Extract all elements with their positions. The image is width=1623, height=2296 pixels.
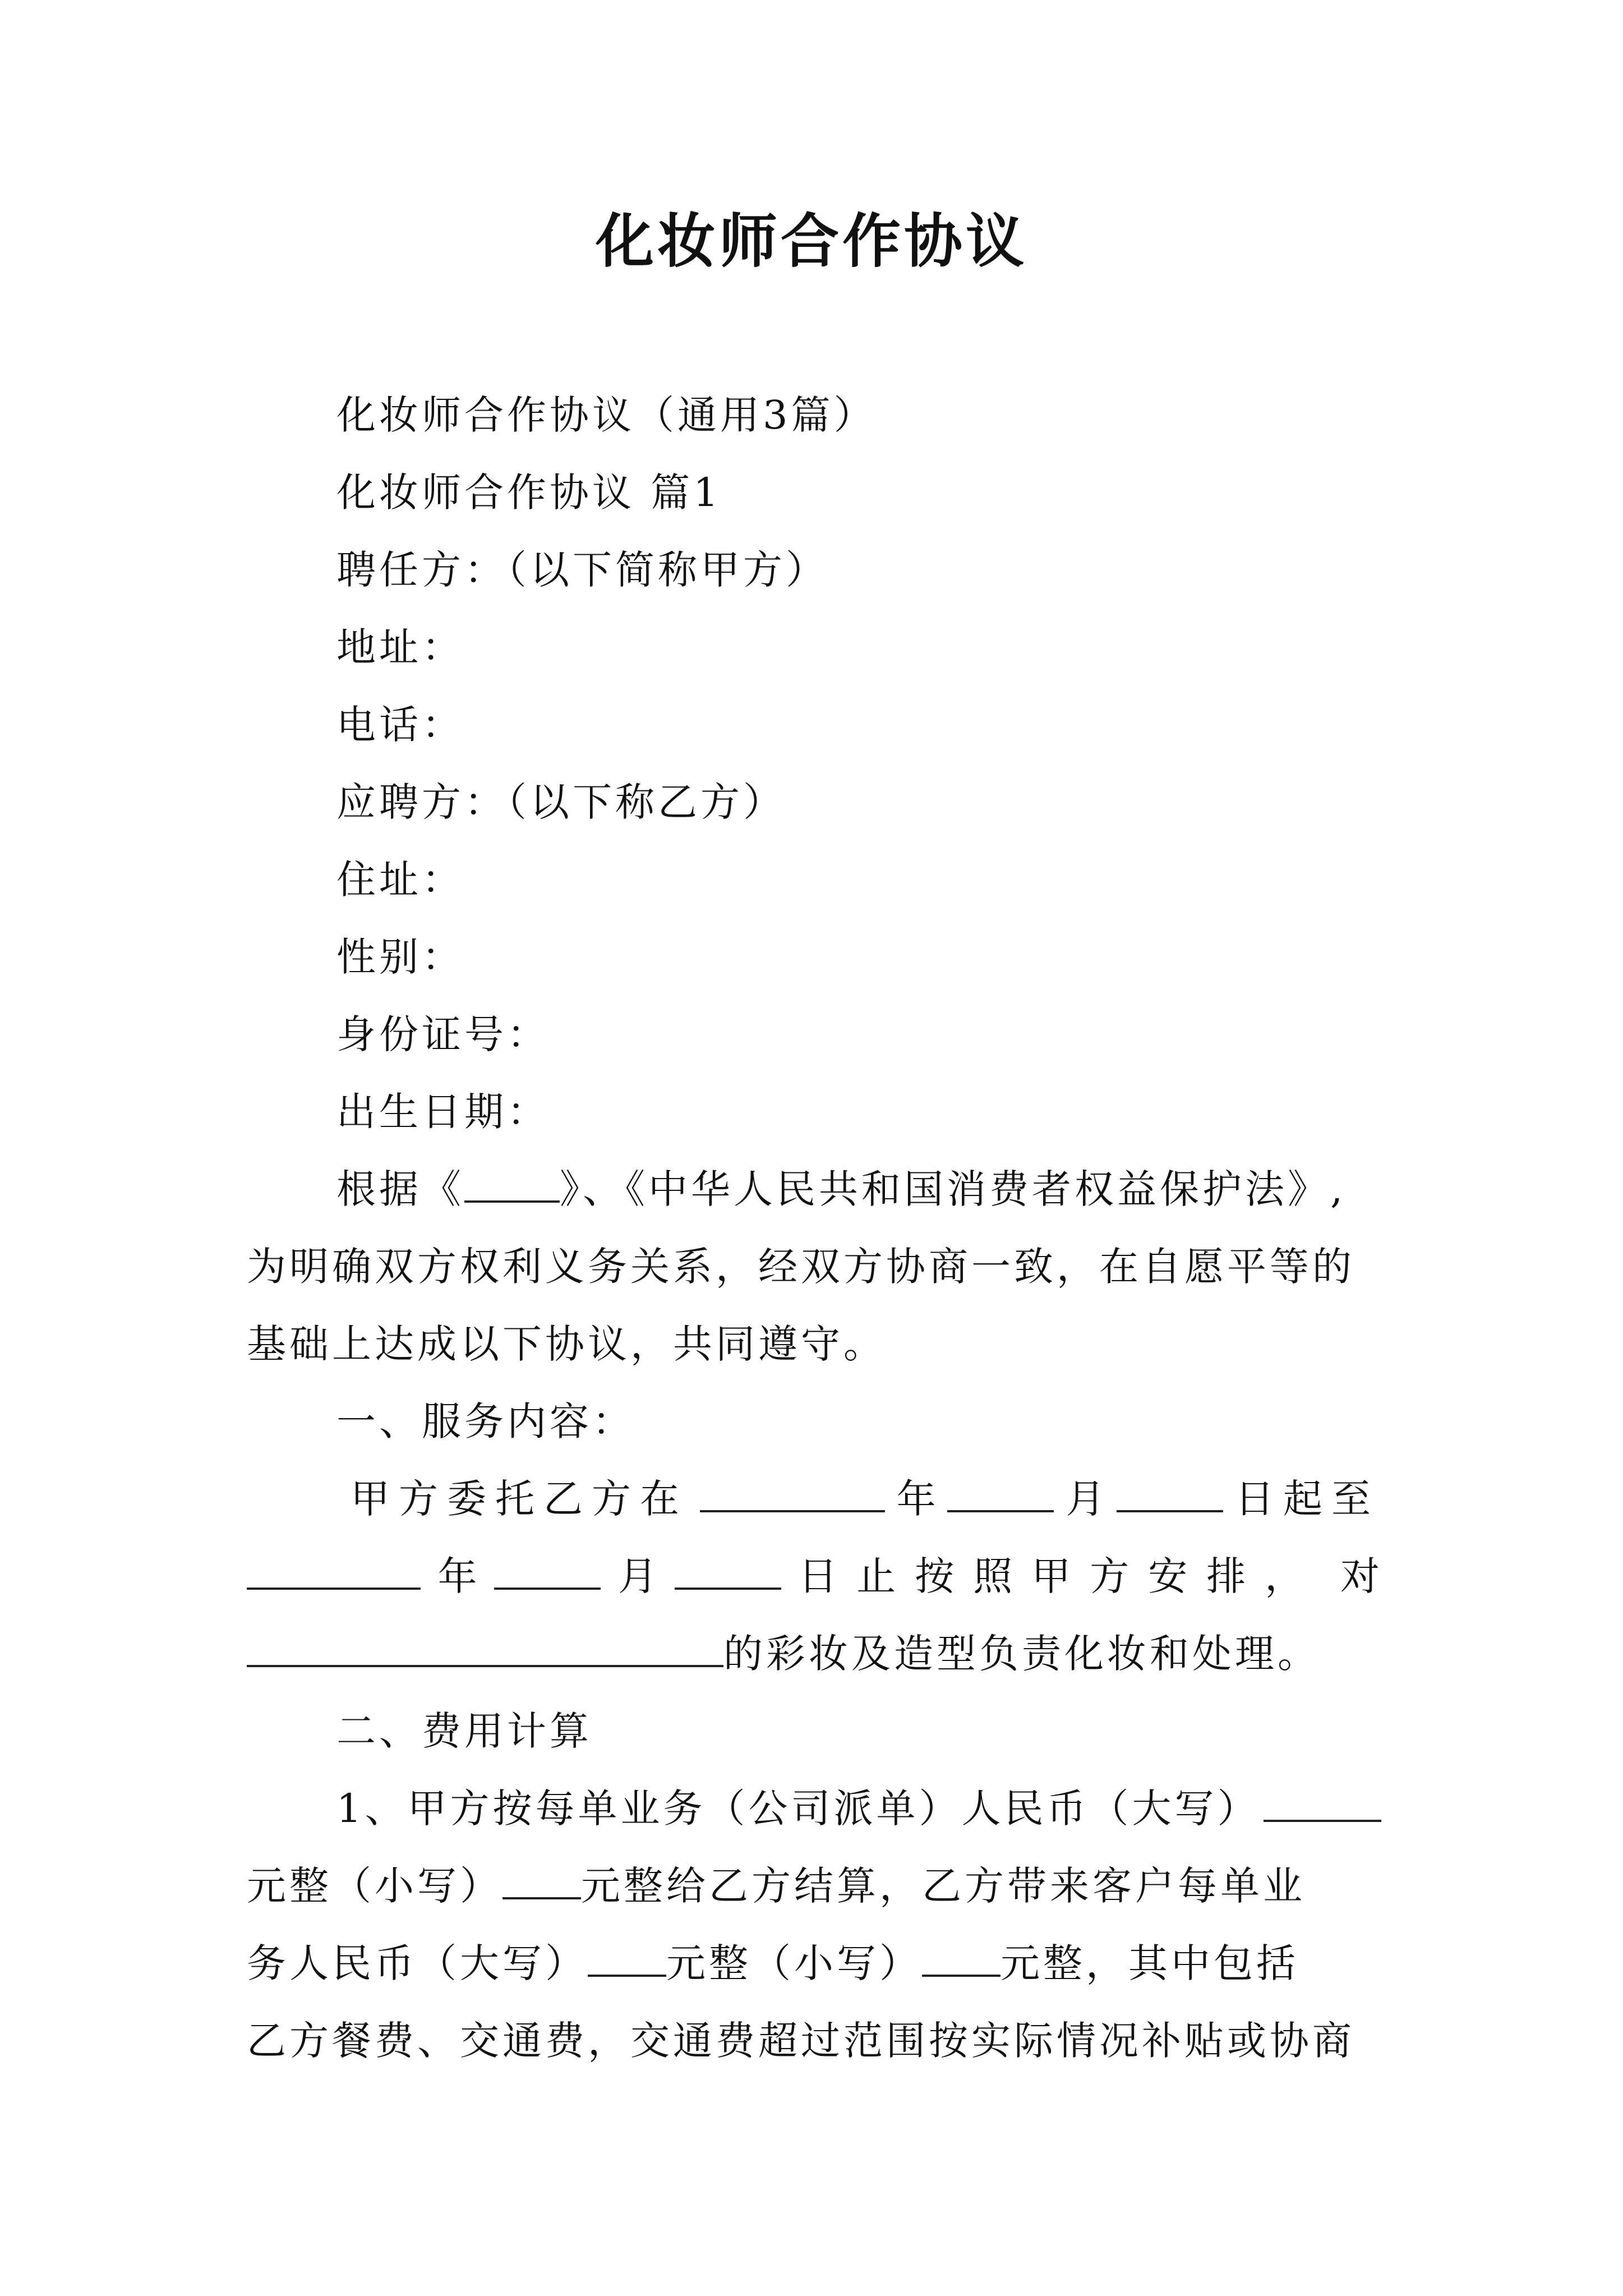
clause-1-line-3 (247, 1626, 1320, 1682)
clause-1-end-day: 日止按照甲方安排， (798, 1553, 1324, 1599)
start-month-blank (947, 1471, 1054, 1512)
clause-1-end-word: 对 (1340, 1553, 1380, 1599)
law-name-blank (464, 1161, 560, 1203)
clause-2-heading: 二、费用计算 (336, 1708, 592, 1754)
clause-2-line-4: 乙方餐费、交通费，交通费超过范围按实际情况补贴或协商 (247, 2018, 1355, 2064)
clause-1-text-a: 甲方委托乙方在 (351, 1476, 688, 1522)
clause-2-text-1: 1、甲方按每单业务（公司派单）人民币（大写） (336, 1786, 1260, 1832)
clause-2-text-3c: 元整，其中包括 (1000, 1940, 1299, 1986)
clause-1-year: 年 (896, 1476, 936, 1522)
end-day-blank (675, 1548, 781, 1590)
clause-2-line-1 (336, 1780, 1381, 1837)
client-name-blank (247, 1626, 723, 1667)
start-day-blank (1117, 1471, 1223, 1512)
phone-label: 电话： (336, 702, 464, 748)
client-fee-uppercase-blank (588, 1935, 666, 1977)
preamble-suffix: 》、《中华人民共和国消费者权益保护法》, (560, 1166, 1347, 1212)
address-label: 地址： (336, 624, 464, 670)
clause-1-line-1 (351, 1471, 1380, 1527)
employer-label: 聘任方：（以下简称甲方） (336, 547, 828, 593)
clause-2-text-2a: 元整（小写） (247, 1863, 502, 1909)
residence-label: 住址： (336, 857, 464, 903)
start-year-blank (700, 1471, 885, 1512)
clause-1-line-2 (247, 1548, 1380, 1604)
clause-2-text-2b: 元整给乙方结算，乙方带来客户每单业 (581, 1863, 1306, 1909)
gender-label: 性别： (336, 934, 464, 980)
end-month-blank (494, 1548, 601, 1590)
clause-1-end-month: 月 (617, 1553, 657, 1599)
clause-1-service-text: 的彩妆及造型负责化妆和处理。 (723, 1631, 1320, 1677)
clause-2-text-3b: 元整（小写） (666, 1940, 922, 1986)
preamble-line-2: 为明确双方权利义务关系，经双方协商一致，在自愿平等的 (247, 1244, 1355, 1290)
id-number-label: 身份证号： (336, 1011, 550, 1057)
clause-2-text-3a: 务人民币（大写） (247, 1940, 588, 1986)
clause-1-month: 月 (1066, 1476, 1105, 1522)
preamble-line-1 (336, 1161, 1346, 1217)
preamble-prefix: 根据《 (336, 1166, 464, 1212)
fee-uppercase-blank (1264, 1780, 1381, 1822)
document-title: 化妆师合作协议 (595, 206, 1027, 275)
fee-lowercase-blank (502, 1858, 581, 1899)
clause-2-line-3 (247, 1935, 1299, 1991)
section-heading: 化妆师合作协议 篇1 (336, 470, 722, 516)
employee-label: 应聘方：（以下称乙方） (336, 779, 786, 825)
birth-date-label: 出生日期： (336, 1089, 550, 1135)
clause-2-line-2 (247, 1858, 1306, 1914)
clause-1-day: 日起至 (1234, 1476, 1380, 1522)
document-subtitle: 化妆师合作协议（通用3篇） (336, 392, 877, 438)
end-year-blank (247, 1548, 421, 1590)
preamble-line-3: 基础上达成以下协议，共同遵守。 (247, 1321, 886, 1367)
client-fee-lowercase-blank (922, 1935, 1000, 1977)
clause-1-end-year: 年 (437, 1553, 477, 1599)
clause-1-heading: 一、服务内容： (336, 1398, 635, 1444)
